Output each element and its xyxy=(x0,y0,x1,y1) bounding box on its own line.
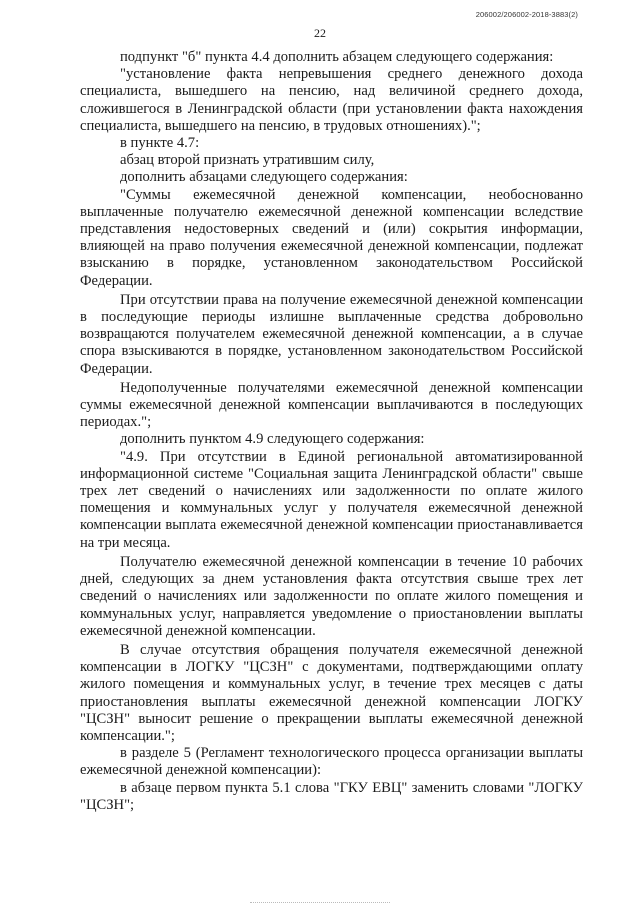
paragraph: Получателю ежемесячной денежной компенсации в течение 10 рабочих дней, следующих за днем установления факта отсутствия свыше трех лет сведений о начислениях или задолженности по оплате жилого помещения и коммунальных услуг, направляется уведомление о приостановлении выплаты ежемесячной денежной компенсации. xyxy=(80,553,583,639)
paragraph: дополнить абзацами следующего содержания: xyxy=(120,169,408,186)
paragraph: "4.9. При отсутствии в Единой региональной автоматизированной информационной системе "Социальная защита Ленинградской области" свыше трех лет сведений о начислениях или задолженности по оплате жилого помещения и коммунальных услуг у получателя ежемесячной денежной компенсации выплата ежемесячной денежной компенсации приостанавливается на три месяца. xyxy=(80,448,583,551)
paragraph: "установление факта непревышения среднего денежного дохода специалиста, вышедшего на пенсию, над величиной среднего дохода, сложившегося в Ленинградской области (при установлении факта нахождения специалиста, вышедшего на пенсию, в трудовых отношениях)."; xyxy=(80,66,583,134)
document-body xyxy=(80,49,583,814)
page-number: 22 xyxy=(314,26,326,40)
paragraph: При отсутствии права на получение ежемесячной денежной компенсации в последующие периоды излишне выплаченные средства добровольно возвращаются получателем ежемесячной денежной компенсации, а в случае спора взыскиваются в порядке, установленном законодательством Российской Федерации. xyxy=(80,291,583,377)
paragraph: "Суммы ежемесячной денежной компенсации, необоснованно выплаченные получателю ежемесячной денежной компенсации вследствие представления недостоверных сведений и (или) сокрытия информации, влияющей на право получения ежемесячной денежной компенсации, подлежат взысканию в порядке, установленном законодательством Российской Федерации. xyxy=(80,186,583,289)
paragraph: Недополученные получателями ежемесячной денежной компенсации суммы ежемесячной денежной компенсации выплачиваются в последующих периодах."; xyxy=(80,379,583,431)
paragraph: дополнить пунктом 4.9 следующего содержания: xyxy=(120,431,425,448)
paragraph: абзац второй признать утратившим силу, xyxy=(120,152,375,169)
paragraph: в абзаце первом пункта 5.1 слова "ГКУ ЕВЦ" заменить словами "ЛОГКУ "ЦСЗН"; xyxy=(80,779,583,813)
scan-edge-mark xyxy=(250,902,390,903)
paragraph: В случае отсутствия обращения получателя ежемесячной денежной компенсации в ЛОГКУ "ЦСЗН" с документами, подтверждающими оплату жилого помещения и коммунальных услуг, в течение трех месяцев с даты приостановления выплаты ежемесячной денежной компенсации ЛОГКУ "ЦСЗН" выносит решение о прекращении выплаты ежемесячной денежной компенсации."; xyxy=(80,641,583,744)
paragraph: подпункт "б" пункта 4.4 дополнить абзацем следующего содержания: xyxy=(120,49,554,65)
document-id: 206002/206002-2018-3883(2) xyxy=(475,10,578,19)
paragraph: в разделе 5 (Регламент технологического процесса организации выплаты ежемесячной денежной компенсации): xyxy=(80,745,583,779)
paragraph: в пункте 4.7: xyxy=(120,135,200,152)
